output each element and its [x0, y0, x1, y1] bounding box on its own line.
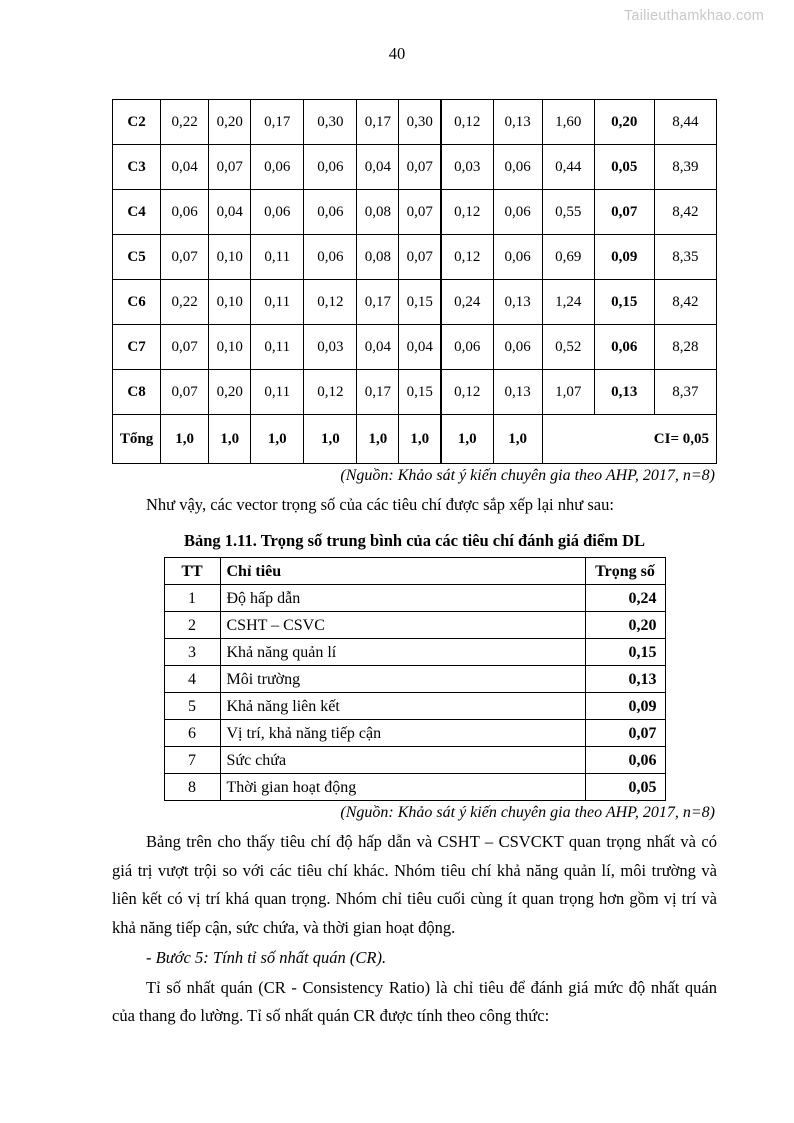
matrix-row: [113, 145, 717, 190]
matrix-total-row: [113, 415, 717, 464]
matrix-cell: 0,24: [441, 280, 493, 325]
matrix-cell: 0,03: [304, 325, 357, 370]
matrix-cell: 0,05: [594, 145, 654, 190]
matrix-row-label: C3: [113, 145, 161, 190]
weights-cell-tt: 3: [164, 639, 220, 666]
matrix-total-cell: 1,0: [209, 415, 251, 464]
consistency-index-value: CI= 0,05: [542, 415, 716, 464]
matrix-total-cell: 1,0: [161, 415, 209, 464]
matrix-cell: 0,08: [357, 190, 399, 235]
matrix-cell: 0,30: [399, 100, 441, 145]
weights-cell-tt: 5: [164, 693, 220, 720]
matrix-cell: 0,09: [594, 235, 654, 280]
matrix-cell: 0,30: [304, 100, 357, 145]
matrix-cell: 8,28: [654, 325, 716, 370]
matrix-cell: 8,37: [654, 370, 716, 415]
step-five-heading: - Bước 5: Tính tỉ số nhất quán (CR).: [146, 947, 387, 967]
weights-cell-weight: 0,24: [585, 585, 665, 612]
matrix-cell: 0,07: [594, 190, 654, 235]
analysis-paragraph: Bảng trên cho thấy tiêu chí độ hấp dẫn và CSHT – CSVCKT quan trọng nhất và có giá trị vượt trội so với các tiêu chí khác. Nhóm tiêu chí khả năng quản lí, môi trường và liên kết có vị trí khá quan trọng. Nhóm chỉ tiêu cuối cùng ít quan trọng hơn gồm vị trí và khả năng tiếp cận, sức chứa, và thời gian hoạt động.: [112, 832, 717, 937]
matrix-row: [113, 100, 717, 145]
matrix-cell: 0,08: [357, 235, 399, 280]
matrix-row-label: C2: [113, 100, 161, 145]
matrix-cell: 1,60: [542, 100, 594, 145]
matrix-row: [113, 325, 717, 370]
matrix-cell: 0,06: [493, 145, 542, 190]
matrix-row-label: C5: [113, 235, 161, 280]
matrix-total-cell: 1,0: [251, 415, 304, 464]
weights-cell-criterion: Vị trí, khả năng tiếp cận: [220, 720, 585, 747]
weights-row: [164, 747, 665, 774]
matrix-cell: 8,42: [654, 280, 716, 325]
matrix-cell: 0,12: [441, 370, 493, 415]
weights-table-caption: Bảng 1.11. Trọng số trung bình của các tiêu chí đánh giá điểm DL: [183, 531, 645, 551]
matrix-cell: 1,07: [542, 370, 594, 415]
matrix-cell: 0,06: [161, 190, 209, 235]
weights-row: [164, 666, 665, 693]
matrix-row: [113, 190, 717, 235]
weights-row: [164, 612, 665, 639]
matrix-cell: 0,20: [594, 100, 654, 145]
matrix-total-cell: 1,0: [357, 415, 399, 464]
matrix-cell: 0,12: [304, 280, 357, 325]
matrix-total-label: Tổng: [113, 415, 161, 464]
matrix-cell: 0,06: [441, 325, 493, 370]
matrix-cell: 0,22: [161, 100, 209, 145]
weights-cell-criterion: Thời gian hoạt động: [220, 774, 585, 801]
matrix-cell: 0,20: [209, 370, 251, 415]
matrix-cell: 0,04: [357, 325, 399, 370]
matrix-cell: 0,10: [209, 325, 251, 370]
weights-cell-criterion: Khả năng quản lí: [220, 639, 585, 666]
matrix-cell: 0,06: [304, 190, 357, 235]
matrix-cell: 0,13: [493, 280, 542, 325]
matrix-cell: 0,20: [209, 100, 251, 145]
matrix-cell: 0,17: [357, 280, 399, 325]
weights-cell-weight: 0,09: [585, 693, 665, 720]
ahp-matrix-table: [112, 99, 717, 464]
matrix-cell: 0,12: [441, 235, 493, 280]
matrix-cell: 0,13: [493, 370, 542, 415]
matrix-cell: 0,07: [399, 190, 441, 235]
weights-cell-criterion: Khả năng liên kết: [220, 693, 585, 720]
weights-cell-criterion: CSHT – CSVC: [220, 612, 585, 639]
average-weights-table: [164, 557, 666, 801]
weights-header-criterion: Chỉ tiêu: [220, 558, 585, 585]
weights-cell-weight: 0,15: [585, 639, 665, 666]
matrix-row: [113, 370, 717, 415]
page-number: 40: [388, 44, 406, 63]
matrix-cell: 0,07: [161, 325, 209, 370]
matrix-cell: 0,12: [441, 100, 493, 145]
closing-paragraph: Tỉ số nhất quán (CR - Consistency Ratio) là chỉ tiêu để đánh giá mức độ nhất quán của thang đo lường. Tỉ số nhất quán CR được tính theo công thức:: [112, 977, 717, 1026]
matrix-cell: 0,07: [161, 235, 209, 280]
matrix-cell: 0,11: [251, 325, 304, 370]
matrix-cell: 0,04: [209, 190, 251, 235]
weights-cell-tt: 6: [164, 720, 220, 747]
matrix-cell: 0,17: [357, 100, 399, 145]
weights-row: [164, 693, 665, 720]
matrix-row: [113, 280, 717, 325]
matrix-cell: 0,13: [594, 370, 654, 415]
matrix-cell: 8,44: [654, 100, 716, 145]
matrix-cell: 0,06: [594, 325, 654, 370]
matrix-cell: 0,06: [493, 235, 542, 280]
weights-cell-tt: 8: [164, 774, 220, 801]
site-watermark: Tailieuthamkhao.com: [623, 8, 764, 24]
weights-cell-tt: 2: [164, 612, 220, 639]
weights-source-note: (Nguồn: Khảo sát ý kiến chuyên gia theo AHP, 2017, n=8): [340, 804, 715, 822]
weights-row: [164, 774, 665, 801]
matrix-total-cell: 1,0: [441, 415, 493, 464]
weights-cell-weight: 0,13: [585, 666, 665, 693]
matrix-row-label: C4: [113, 190, 161, 235]
weights-cell-weight: 0,05: [585, 774, 665, 801]
matrix-cell: 0,13: [493, 100, 542, 145]
matrix-cell: 0,07: [399, 145, 441, 190]
matrix-cell: 0,11: [251, 280, 304, 325]
matrix-cell: 0,06: [304, 235, 357, 280]
matrix-cell: 0,03: [441, 145, 493, 190]
weights-cell-weight: 0,20: [585, 612, 665, 639]
matrix-cell: 0,12: [304, 370, 357, 415]
intro-paragraph: Như vậy, các vector trọng số của các tiêu chí được sắp xếp lại như sau:: [146, 495, 614, 514]
matrix-source-note: (Nguồn: Khảo sát ý kiến chuyên gia theo AHP, 2017, n=8): [340, 467, 715, 484]
matrix-cell: 0,69: [542, 235, 594, 280]
weights-cell-tt: 1: [164, 585, 220, 612]
matrix-cell: 0,06: [493, 325, 542, 370]
matrix-cell: 0,10: [209, 280, 251, 325]
weights-cell-tt: 4: [164, 666, 220, 693]
matrix-cell: 0,12: [441, 190, 493, 235]
weights-header-tt: TT: [164, 558, 220, 585]
matrix-cell: 0,15: [399, 370, 441, 415]
matrix-row-label: C7: [113, 325, 161, 370]
matrix-cell: 0,04: [399, 325, 441, 370]
matrix-cell: 0,17: [251, 100, 304, 145]
matrix-total-cell: 1,0: [304, 415, 357, 464]
matrix-cell: 0,44: [542, 145, 594, 190]
weights-cell-criterion: Sức chứa: [220, 747, 585, 774]
matrix-cell: 0,06: [304, 145, 357, 190]
matrix-cell: 0,17: [357, 370, 399, 415]
matrix-cell: 0,04: [161, 145, 209, 190]
matrix-cell: 0,15: [594, 280, 654, 325]
matrix-total-cell: 1,0: [493, 415, 542, 464]
matrix-cell: 0,22: [161, 280, 209, 325]
weights-row: [164, 585, 665, 612]
matrix-cell: 0,04: [357, 145, 399, 190]
weights-cell-criterion: Độ hấp dẫn: [220, 585, 585, 612]
matrix-cell: 0,52: [542, 325, 594, 370]
weights-header-row: [164, 558, 665, 585]
matrix-cell: 8,39: [654, 145, 716, 190]
matrix-cell: 0,06: [251, 190, 304, 235]
matrix-cell: 0,10: [209, 235, 251, 280]
matrix-cell: 8,35: [654, 235, 716, 280]
weights-cell-weight: 0,06: [585, 747, 665, 774]
matrix-cell: 1,24: [542, 280, 594, 325]
weights-cell-weight: 0,07: [585, 720, 665, 747]
matrix-row-label: C6: [113, 280, 161, 325]
matrix-cell: 0,07: [399, 235, 441, 280]
weights-header-weight: Trọng số: [585, 558, 665, 585]
matrix-cell: 0,11: [251, 370, 304, 415]
matrix-cell: 0,11: [251, 235, 304, 280]
weights-row: [164, 720, 665, 747]
matrix-cell: 0,07: [209, 145, 251, 190]
matrix-cell: 8,42: [654, 190, 716, 235]
matrix-cell: 0,07: [161, 370, 209, 415]
weights-row: [164, 639, 665, 666]
matrix-row-label: C8: [113, 370, 161, 415]
matrix-cell: 0,06: [251, 145, 304, 190]
page-content: [112, 99, 717, 1031]
matrix-cell: 0,15: [399, 280, 441, 325]
matrix-total-cell: 1,0: [399, 415, 441, 464]
matrix-cell: 0,55: [542, 190, 594, 235]
weights-cell-tt: 7: [164, 747, 220, 774]
matrix-row: [113, 235, 717, 280]
weights-cell-criterion: Môi trường: [220, 666, 585, 693]
matrix-cell: 0,06: [493, 190, 542, 235]
